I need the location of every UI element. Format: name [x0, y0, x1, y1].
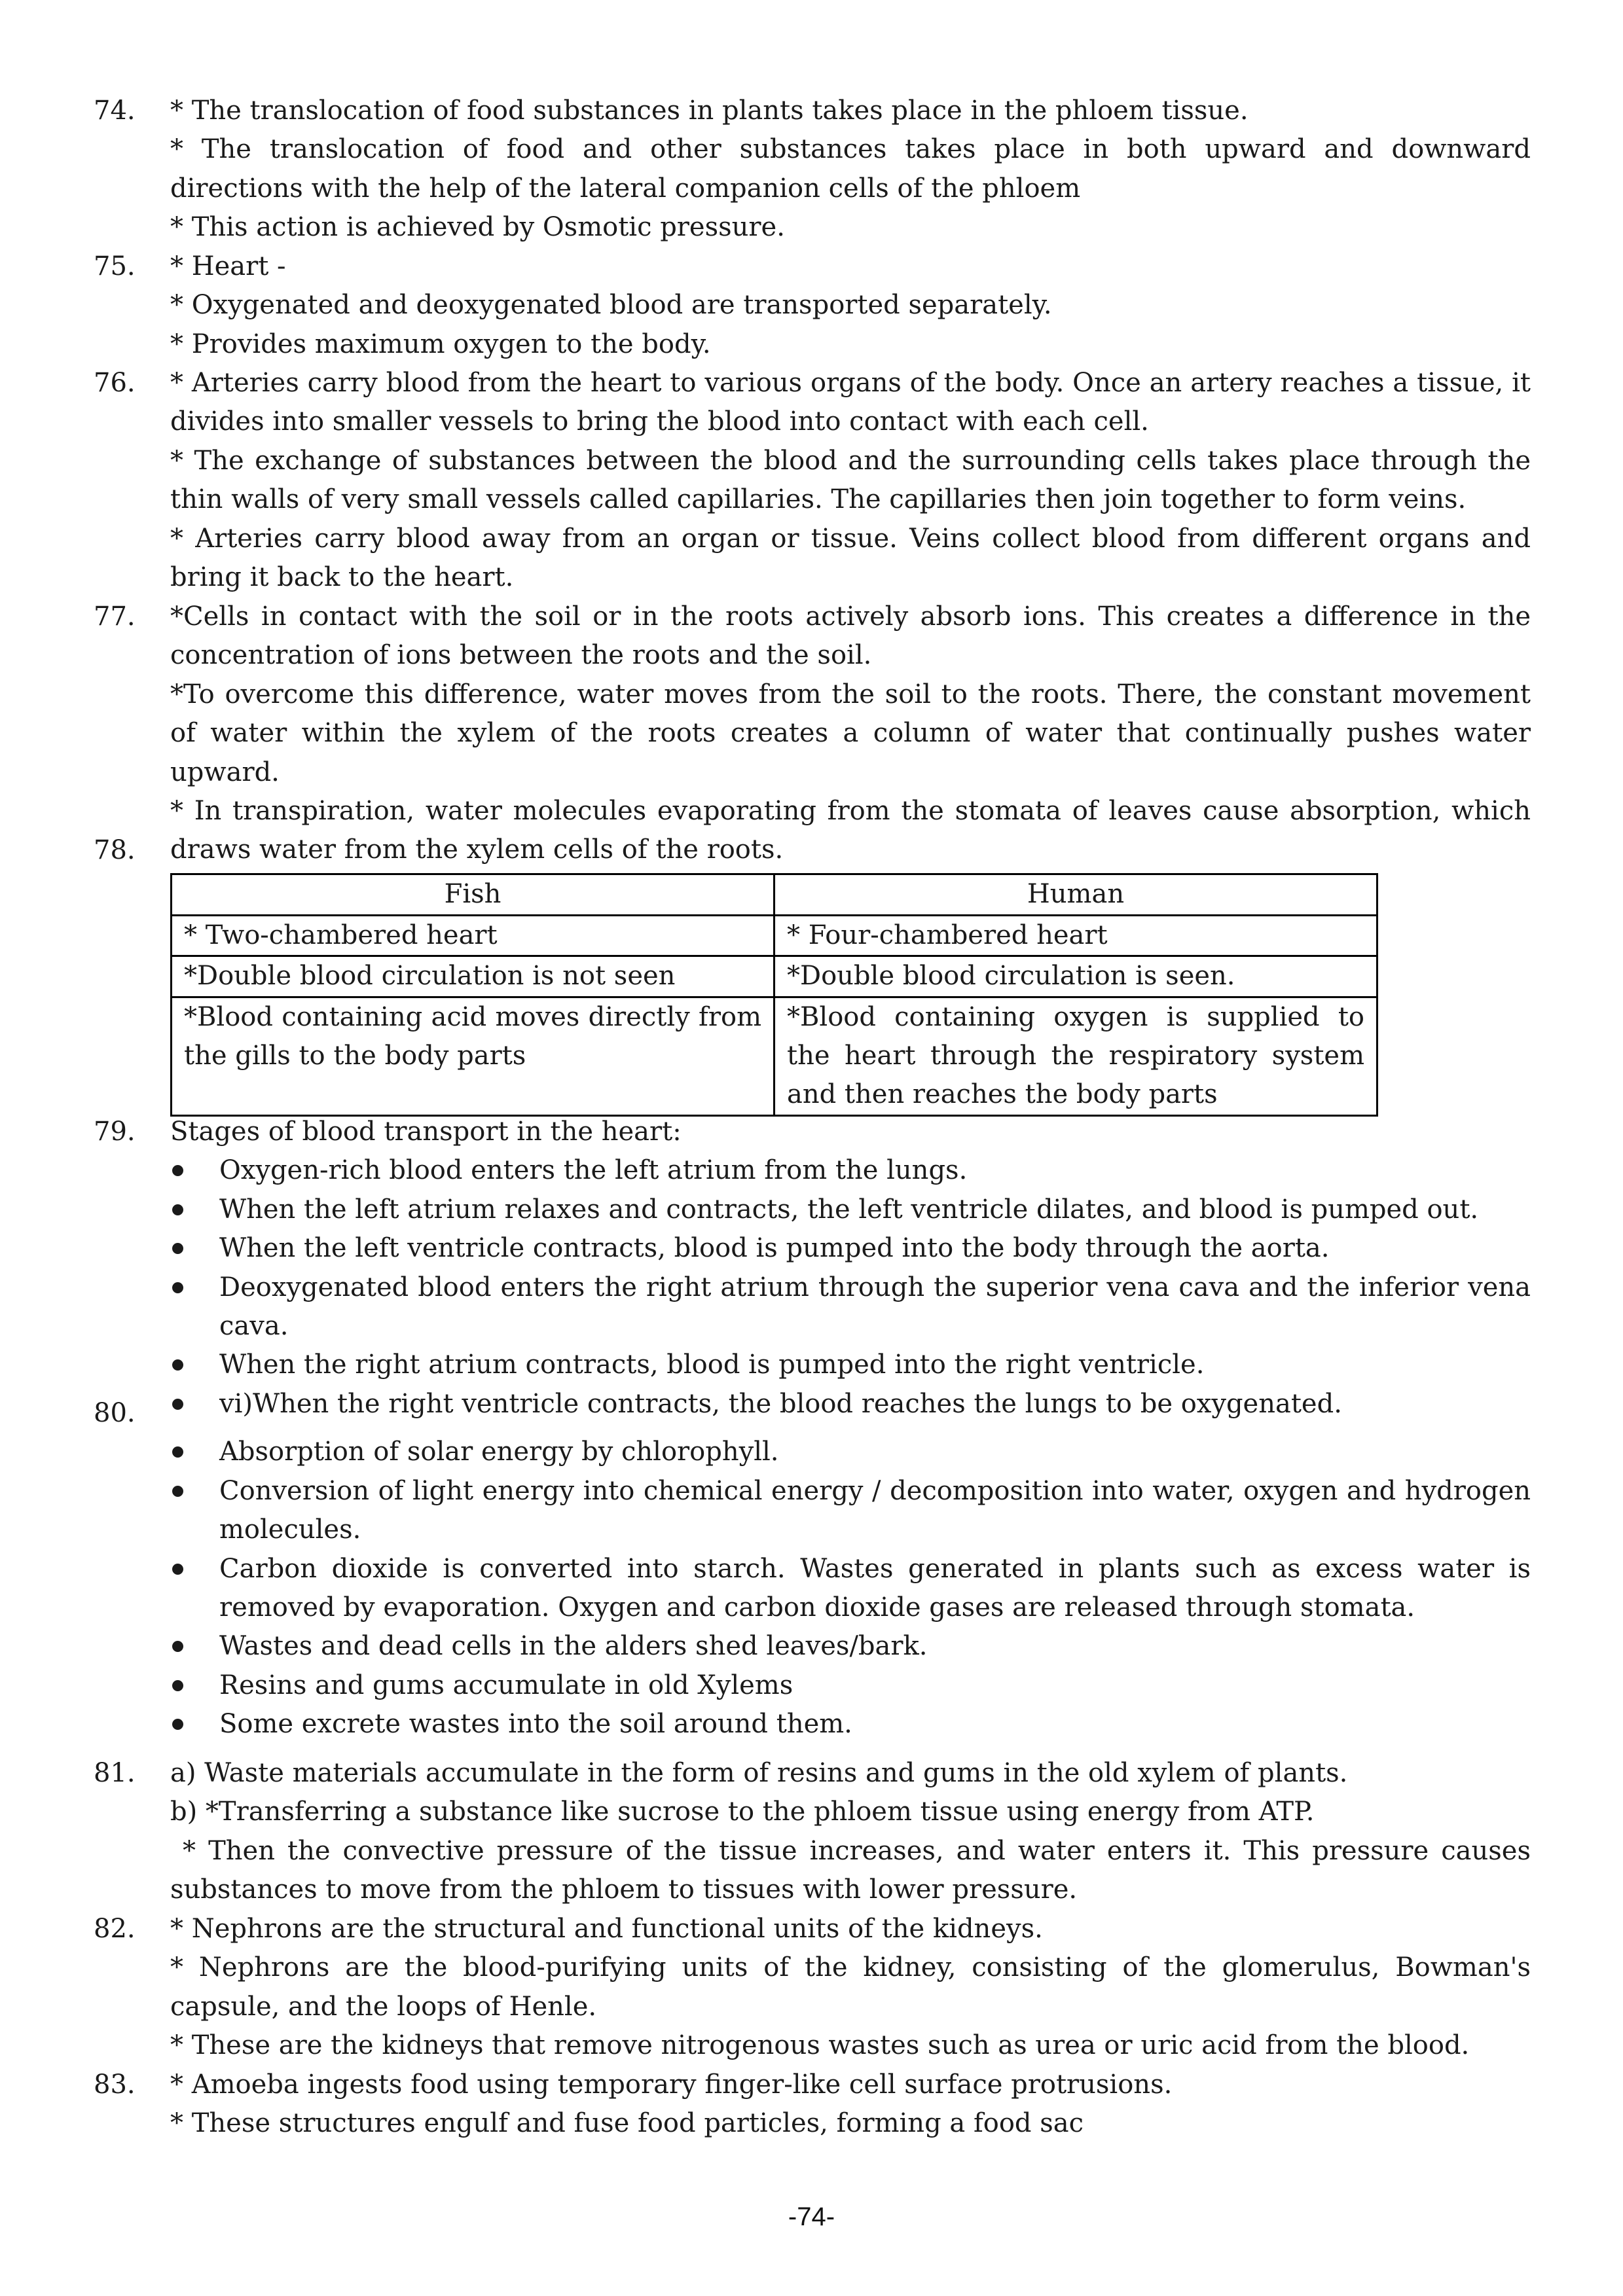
- bullet-list: [170, 1151, 1531, 1424]
- answer-text: * These structures engulf and fuse food particles, forming a food sac: [170, 2108, 1084, 2139]
- answer-text: * The exchange of substances between the blood and the surrounding cells takes place through the thin walls of very small vessels called capillaries. The capillaries then join together to form veins.: [170, 445, 1531, 515]
- answer-text: * Oxygenated and deoxygenated blood are transported separately.: [170, 290, 1052, 321]
- bullet-icon: [172, 1359, 183, 1371]
- answer-80: [94, 1394, 1531, 1744]
- answer-76: [94, 364, 1531, 597]
- answer-77: [94, 598, 1531, 870]
- answer-intro: Stages of blood transport in the heart:: [170, 1117, 682, 1147]
- answer-text: a) Waste materials accumulate in the form of resins and gums in the old xylem of plants.: [170, 1758, 1348, 1788]
- item-number: 77.: [94, 601, 136, 632]
- list-item: Carbon dioxide is converted into starch. Wastes generated in plants such as excess water is removed by evaporation. Oxygen and carbon dioxide gases are released through stomata.: [170, 1550, 1531, 1628]
- bullet-icon: [172, 1204, 183, 1215]
- item-number: 74.: [94, 96, 136, 126]
- answer-78: [94, 831, 1531, 1117]
- table-cell: * Two-chambered heart: [172, 915, 775, 956]
- table-cell: *Blood containing oxygen is supplied to the heart through the respiratory system and then reaches the body parts: [775, 997, 1377, 1115]
- spacer: [94, 1394, 1531, 1433]
- bullet-list: [170, 1433, 1531, 1744]
- bullet-icon: [172, 1680, 183, 1691]
- answer-83: [94, 2066, 1531, 2144]
- answer-text: * Nephrons are the structural and functional units of the kidneys.: [170, 1914, 1043, 1944]
- answer-text: * In transpiration, water molecules evaporating from the stomata of leaves cause absorption, which draws water from the xylem cells of the roots.: [170, 796, 1531, 865]
- table-cell: *Blood containing acid moves directly from the gills to the body parts: [172, 997, 775, 1115]
- list-item: Resins and gums accumulate in old Xylems: [170, 1666, 1531, 1705]
- answer-74: [94, 92, 1531, 247]
- item-number: 79.: [94, 1117, 136, 1147]
- list-item: Some excrete wastes into the soil around them.: [170, 1705, 1531, 1744]
- table-cell: * Four-chambered heart: [775, 915, 1377, 956]
- answer-text: b) *Transferring a substance like sucrose to the phloem tissue using energy from ATP.: [170, 1797, 1315, 1827]
- item-number: 82.: [94, 1914, 136, 1944]
- list-item: Deoxygenated blood enters the right atrium through the superior vena cava and the inferior vena cava.: [170, 1268, 1531, 1346]
- bullet-icon: [172, 1446, 183, 1458]
- bullet-icon: [172, 1564, 183, 1575]
- answer-text: * Heart -: [170, 251, 286, 281]
- list-item: When the right atrium contracts, blood is pumped into the right ventricle.: [170, 1346, 1531, 1384]
- item-number: 81.: [94, 1758, 136, 1788]
- item-number: 80.: [94, 1398, 136, 1428]
- answer-text: *Cells in contact with the soil or in the roots actively absorb ions. This creates a difference in the concentration of ions between the roots and the soil.: [170, 601, 1531, 671]
- answer-text: * The translocation of food substances in plants takes place in the phloem tissue.: [170, 96, 1249, 126]
- answer-text: * This action is achieved by Osmotic pressure.: [170, 212, 785, 243]
- table-cell: *Double blood circulation is not seen: [172, 956, 775, 997]
- answer-text: * Amoeba ingests food using temporary finger-like cell surface protrusions.: [170, 2070, 1173, 2100]
- answer-text: * The translocation of food and other substances takes place in both upward and downward directions with the help of the lateral companion cells of the phloem: [170, 134, 1531, 204]
- list-item: Wastes and dead cells in the alders shed leaves/bark.: [170, 1627, 1531, 1666]
- answer-79: [94, 1113, 1531, 1424]
- list-item: Oxygen-rich blood enters the left atrium from the lungs.: [170, 1151, 1531, 1190]
- item-number: 83.: [94, 2070, 136, 2100]
- answer-text: * Arteries carry blood from the heart to various organs of the body. Once an artery reaches a tissue, it divides into smaller vessels to bring the blood into contact with each cell.: [170, 368, 1531, 437]
- bullet-icon: [172, 1243, 183, 1254]
- answer-text: *To overcome this difference, water moves from the soil to the roots. There, the constant movement of water within the xylem of the roots creates a column of water that continually pushes water upward.: [170, 679, 1531, 787]
- page-number: -74-: [788, 2202, 835, 2231]
- fish-human-comparison-table: [170, 873, 1378, 1116]
- answer-text: * These are the kidneys that remove nitrogenous wastes such as urea or uric acid from the blood.: [170, 2030, 1470, 2061]
- answer-75: [94, 247, 1531, 364]
- table-row: [172, 915, 1377, 956]
- list-item: vi)When the right ventricle contracts, the blood reaches the lungs to be oxygenated.: [170, 1385, 1531, 1424]
- list-item: Conversion of light energy into chemical energy / decomposition into water, oxygen and hydrogen molecules.: [170, 1472, 1531, 1550]
- item-number: 78.: [94, 835, 136, 865]
- bullet-icon: [172, 1282, 183, 1293]
- bullet-icon: [172, 1719, 183, 1730]
- table-header-fish: Fish: [172, 874, 775, 915]
- spacer: [170, 831, 1531, 870]
- bullet-icon: [172, 1486, 183, 1497]
- table-header-row: [172, 874, 1377, 915]
- answer-text: * Arteries carry blood away from an organ or tissue. Veins collect blood from different organs and bring it back to the heart.: [170, 523, 1531, 593]
- table-cell: *Double blood circulation is seen.: [775, 956, 1377, 997]
- list-item: Absorption of solar energy by chlorophyll.: [170, 1433, 1531, 1471]
- bullet-icon: [172, 1641, 183, 1652]
- answer-text: * Provides maximum oxygen to the body.: [170, 329, 711, 359]
- table-row: [172, 956, 1377, 997]
- answer-81: [94, 1754, 1539, 1910]
- answer-82: [94, 1910, 1531, 2066]
- table-row: [172, 997, 1377, 1115]
- list-item: When the left ventricle contracts, blood is pumped into the body through the aorta.: [170, 1229, 1531, 1268]
- item-number: 75.: [94, 251, 136, 281]
- table-header-human: Human: [775, 874, 1377, 915]
- answer-text: * Nephrons are the blood-purifying units of the kidney, consisting of the glomerulus, Bowman's capsule, and the loops of Henle.: [170, 1952, 1531, 2022]
- bullet-icon: [172, 1165, 183, 1176]
- answer-text: * Then the convective pressure of the tissue increases, and water enters it. This pressure causes substances to move from the phloem to tissues with lower pressure.: [170, 1835, 1539, 1905]
- list-item: When the left atrium relaxes and contracts, the left ventricle dilates, and blood is pumped out.: [170, 1191, 1531, 1229]
- item-number: 76.: [94, 368, 136, 398]
